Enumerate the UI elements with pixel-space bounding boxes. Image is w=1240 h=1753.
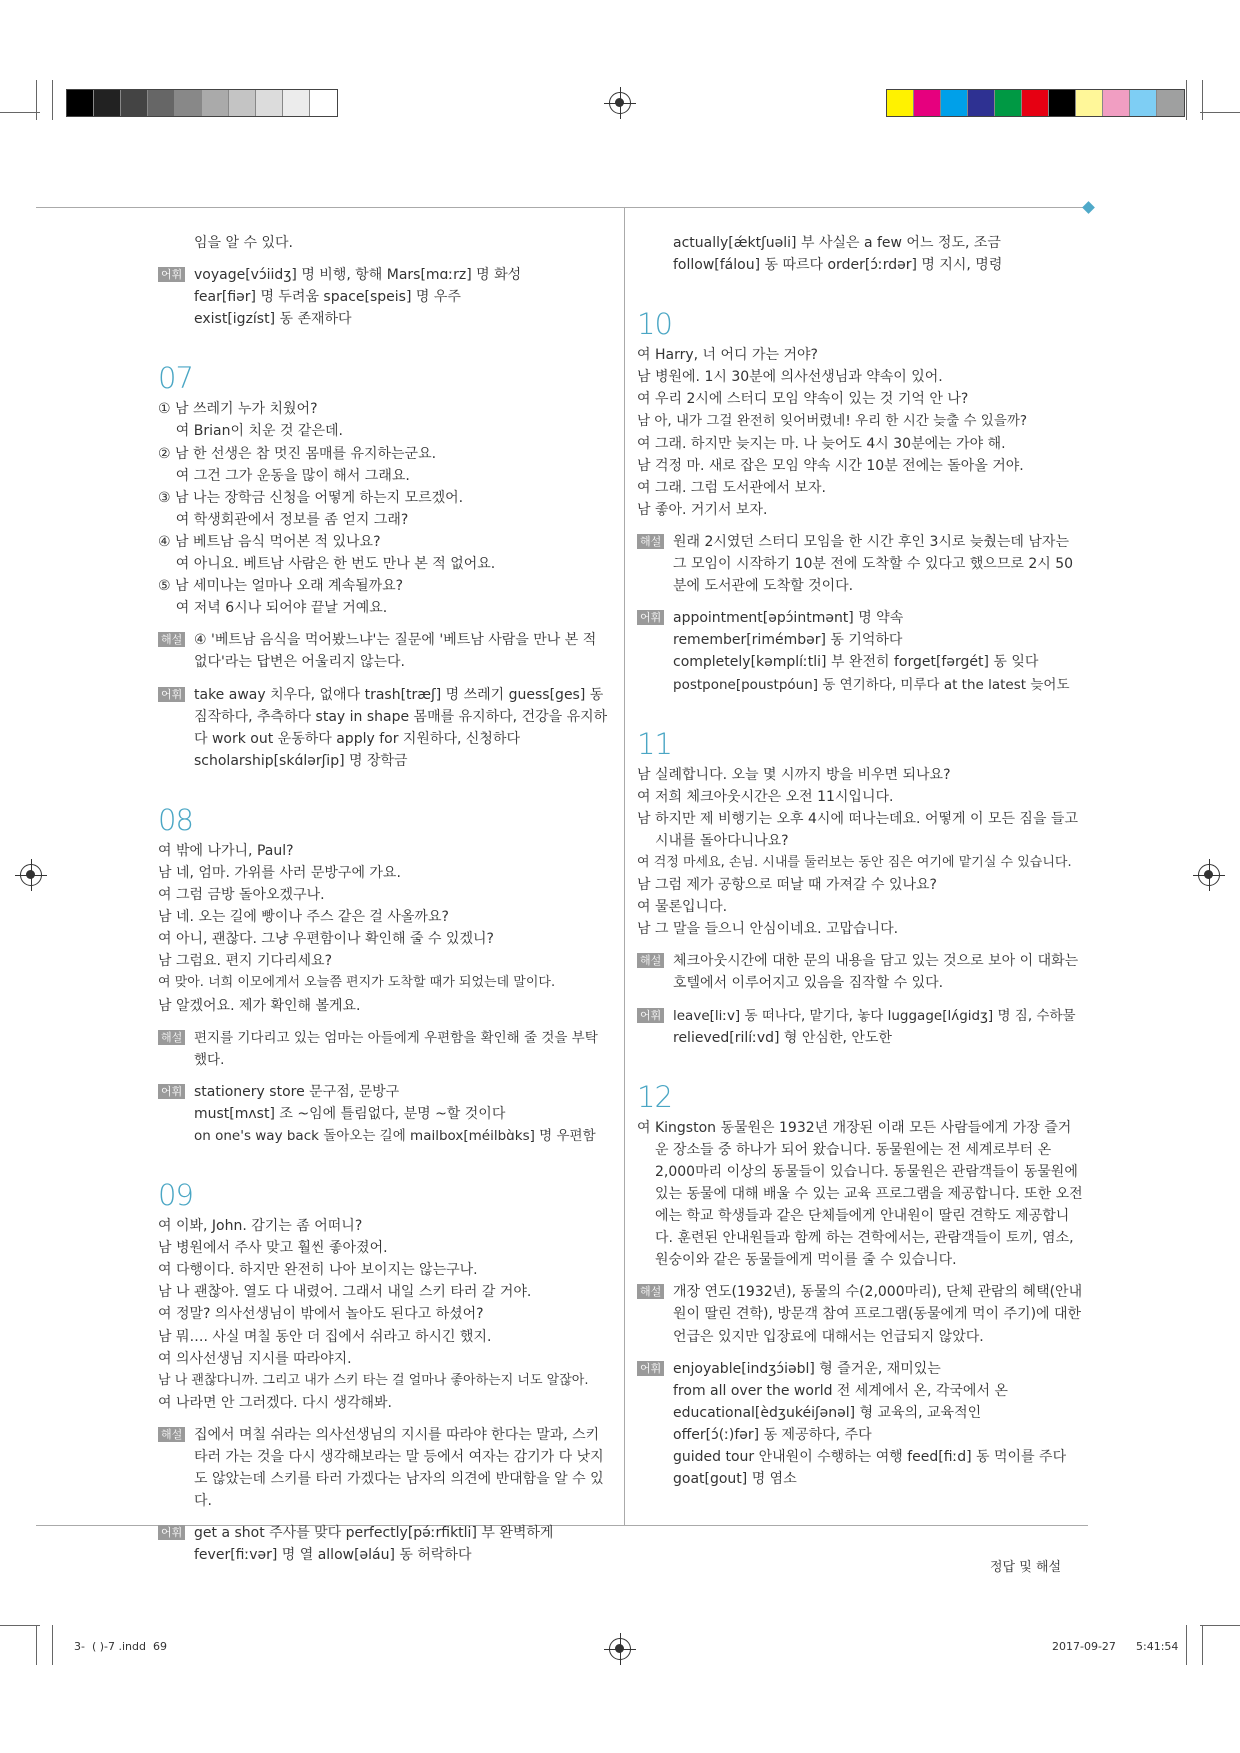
explanation-tag: 해설 [158, 632, 185, 647]
explanation-block [637, 950, 1083, 994]
vocab-line: voyage[vɔ́iidʒ] 명 비행, 항해 Mars[mɑːrz] 명 화성 [194, 267, 522, 284]
vocab-tag: 어휘 [637, 610, 664, 625]
dialogue-line: 여 Brian이 치운 것 같은데. [158, 423, 343, 440]
vocab-tag: 어휘 [158, 267, 185, 282]
explanation-tag: 해설 [637, 1284, 664, 1299]
dialogue-line: 남 병원에서 주사 맞고 훨씬 좋아졌어. [158, 1240, 388, 1257]
dialogue-line: 여 아니요. 베트남 사람은 한 번도 만나 본 적 없어요. [158, 556, 496, 573]
explanation-text: 편지를 기다리고 있는 엄마는 아들에게 우편함을 확인해 줄 것을 부탁했다. [194, 1029, 598, 1068]
crop-mark [52, 1625, 53, 1665]
registration-mark [609, 92, 631, 114]
vocab-block [158, 684, 610, 772]
explanation-tag: 해설 [637, 534, 664, 549]
explanation-tag: 해설 [637, 953, 664, 968]
explanation-tag: 해설 [158, 1030, 185, 1045]
dialogue-line: 남 좋아. 거기서 보자. [637, 501, 768, 518]
dialogue-line: 여 그래. 그럼 도서관에서 보자. [637, 479, 826, 496]
vocab-line: on one's way back 돌아오는 길에 mailbox[méilbɑ̀ks] 명 우편함 [194, 1128, 596, 1144]
dialogue-line: ⑤ 남 세미나는 얼마나 오래 계속될까요? [158, 578, 404, 595]
dialogue-line: 남 하지만 제 비행기는 오후 4시에 떠나는데요. 어떻게 이 모든 짐을 들고 시내를 돌아다니나요? [637, 810, 1078, 849]
crop-mark [1186, 1625, 1187, 1665]
crop-mark [1202, 1625, 1203, 1665]
dialogue-line: 남 알겠어요. 제가 확인해 볼게요. [158, 997, 361, 1014]
dialogue-line: 남 아, 내가 그걸 완전히 잊어버렸네! 우리 한 시간 늦출 수 있을까? [637, 413, 1028, 430]
dialogue-line: 남 그 말을 들으니 안심이네요. 고맙습니다. [637, 921, 899, 938]
vocab-line: postpone[poustpóun] 동 연기하다, 미루다 at the latest 늦어도 [673, 676, 1070, 693]
vocab-line: offer[ɔ́(ː)fər] 동 제공하다, 주다 [673, 1426, 872, 1443]
vocab-line: exist[igzíst] 동 존재하다 [194, 311, 352, 328]
vocab-line: stationery store 문구점, 문방구 [194, 1083, 400, 1100]
dialogue-line: 남 네. 오는 길에 빵이나 주스 같은 걸 사올까요? [158, 909, 449, 926]
vocab-block [637, 1005, 1083, 1049]
crop-mark [1186, 80, 1187, 120]
vocab-block [637, 607, 1083, 695]
color-swatches [886, 89, 1185, 117]
dialogue-line: 여 아니, 괜찮다. 그냥 우편함이나 확인해 줄 수 있겠니? [158, 931, 494, 948]
question-number: 08 [158, 802, 193, 837]
vocab-line: appointment[əpɔ́intmənt] 명 약속 [673, 610, 904, 627]
vocab-line: educational[èdʒukéiʃənəl] 형 교육의, 교육적인 [673, 1404, 982, 1421]
question-number: 07 [158, 361, 193, 396]
dialogue-line: 여 그건 그가 운동을 많이 해서 그래요. [158, 467, 410, 484]
crop-mark [1202, 80, 1203, 120]
explanation-text: ④ '베트남 음식을 먹어봤느냐'는 질문에 '베트남 사람을 만나 본 적 없다'라는 답변은 어울리지 않는다. [194, 632, 597, 671]
vocab-line: remember[rimémbər] 동 기억하다 [673, 632, 903, 649]
vocab-tag: 어휘 [158, 1525, 185, 1540]
vocab-block [158, 1522, 610, 1566]
column-divider [624, 207, 625, 1525]
dialogue-line: 여 밖에 나가니, Paul? [158, 842, 294, 859]
vocab-block [637, 1358, 1083, 1491]
vocab-line: completely[kəmplíːtli] 부 완전히 forget[fərgét] 동 잊다 [673, 654, 1039, 671]
dialogue [158, 398, 610, 619]
dialogue-line: 남 걱정 마. 새로 잡은 모임 약속 시간 10분 전에는 돌아올 거야. [637, 457, 1024, 474]
explanation-block [637, 1281, 1083, 1347]
dialogue-line: ④ 남 베트남 음식 먹어본 적 있나요? [158, 533, 381, 550]
dialogue-line: 여 그래. 하지만 늦지는 마. 나 늦어도 4시 30분에는 가야 해. [637, 435, 1006, 452]
crop-mark [1200, 1625, 1240, 1626]
continued-text: 임을 알 수 있다. [194, 235, 293, 251]
dialogue-line: ③ 남 나는 장학금 신청을 어떻게 하는지 모르겠어. [158, 489, 464, 506]
crop-mark [1200, 112, 1240, 113]
dialogue [637, 344, 1083, 521]
slug-date: 2017-09-27 [1052, 1640, 1116, 1653]
vocab-line: goat[gout] 명 염소 [673, 1471, 797, 1488]
dialogue [637, 764, 1083, 941]
dialogue-line: 여 Harry, 너 어디 가는 거야? [637, 347, 818, 364]
dialogue-line: 여 그럼 금방 돌아오겠구나. [158, 887, 325, 904]
question-number: 12 [637, 1079, 672, 1114]
monologue: 여 Kingston 동물원은 1932년 개장된 이래 모든 사람들에게 가장 즐거운 장소들 중 하나가 되어 왔습니다. 동물원에는 전 세계로부터 온 2,000마리 이상의 동물들이 있습니다. 동물원은 관람객들이 동물원에 있는 동물에 대해 배울 수 있는 교육 프로그램을 제공합니다. 또한 오전에는 학교 학생들과 같은 단체들에게 안내원이 딸린 견학도 제공합니다. 훈련된 안내원들과 함께 하는 견학에서는, 관람객들이 토끼, 염소, 원숭이와 같은 동물들에게 먹이를 줄 수 있습니다. [637, 1119, 1083, 1269]
dialogue-line: 남 그럼요. 편지 기다리세요? [158, 953, 332, 970]
vocab-tag: 어휘 [637, 1361, 664, 1376]
dialogue-line: 여 저희 체크아웃시간은 오전 11시입니다. [637, 788, 894, 805]
vocab-line: guided tour 안내원이 수행하는 여행 feed[fiːd] 동 먹이를 주다 [673, 1449, 1067, 1466]
dialogue-line: 남 네, 엄마. 가위를 사러 문방구에 가요. [158, 864, 401, 881]
question-number: 10 [637, 307, 672, 342]
registration-mark [20, 864, 42, 886]
header-diamond [1082, 201, 1095, 214]
dialogue-line: 여 학생회관에서 정보를 좀 얻지 그래? [158, 511, 409, 528]
dialogue-line: 여 정말? 의사선생님이 밖에서 놀아도 된다고 하셨어? [158, 1306, 484, 1323]
question-number: 09 [158, 1178, 193, 1213]
dialogue-line: 남 나 괜찮다니까. 그리고 내가 스키 타는 걸 얼마나 좋아하는지 너도 알잖아. [158, 1372, 589, 1388]
dialogue-line: 여 물론입니다. [637, 899, 728, 916]
vocab-line: follow[fálou] 동 따르다 order[ɔ́ːrdər] 명 지시, 명령 [673, 257, 1003, 274]
dialogue-line: 여 나라면 안 그러겠다. 다시 생각해봐. [158, 1394, 393, 1411]
slug-time: 5:41:54 [1136, 1640, 1179, 1653]
vocab-line: enjoyable[indʒɔ́iəbl] 형 즐거운, 재미있는 [673, 1360, 941, 1377]
explanation-text: 체크아웃시간에 대한 문의 내용을 담고 있는 것으로 보아 이 대화는 호텔에서 이루어지고 있음을 짐작할 수 있다. [673, 953, 1079, 992]
vocab-line: leave[liːv] 동 떠나다, 맡기다, 놓다 luggage[lʌ́gidʒ] 명 짐, 수하물 [673, 1007, 1076, 1024]
registration-mark [609, 1638, 631, 1660]
header-rule [36, 207, 1086, 208]
crop-mark [0, 112, 40, 113]
dialogue-line: 남 뭐…. 사실 며칠 동안 더 집에서 쉬라고 하시긴 했지. [158, 1328, 492, 1345]
dialogue-line: 여 걱정 마세요, 손님. 시내를 둘러보는 동안 짐은 여기에 맡기실 수 있습니다. [637, 854, 1072, 870]
crop-mark [36, 80, 37, 120]
registration-mark [1198, 864, 1220, 886]
dialogue-line: 여 우리 2시에 스터디 모임 약속이 있는 것 기억 안 나? [637, 391, 969, 408]
vocab-line: from all over the world 전 세계에서 온, 각국에서 온 [673, 1382, 1008, 1399]
crop-mark [0, 1625, 40, 1626]
left-column [158, 232, 610, 1567]
vocab-line: must[mʌst] 조 ~임에 틀림없다, 분명 ~할 것이다 [194, 1105, 506, 1122]
vocab-line: fever[fiːvər] 명 열 allow[əláu] 동 허락하다 [194, 1547, 472, 1564]
dialogue-line: 남 병원에. 1시 30분에 의사선생님과 약속이 있어. [637, 369, 943, 386]
explanation-text: 집에서 며칠 쉬라는 의사선생님의 지시를 따라야 한다는 말과, 스키 타러 가는 것을 다시 생각해보라는 말 등에서 여자는 감기가 다 낫지도 않았는데 스키를 타러 가겠다는 남자의 의견에 반대함을 알 수 있다. [194, 1426, 604, 1510]
explanation-block [158, 1424, 610, 1512]
dialogue-line: 여 맞아. 너희 이모에게서 오늘쯤 편지가 도착할 때가 되었는데 말이다. [158, 975, 556, 991]
explanation-text: 개장 연도(1932년), 동물의 수(2,000마리), 단체 관람의 혜택(안내원이 딸린 견학), 방문객 참여 프로그램(동물에게 먹이 주기)에 대한 언급은 있지만 입장료에 대해서는 언급되지 않았다. [673, 1284, 1083, 1345]
explanation-tag: 해설 [158, 1427, 185, 1442]
slug-file: 3- ( )-7 .indd 69 [74, 1640, 167, 1653]
vocab-line: actually[ǽktʃuəli] 부 사실은 a few 어느 정도, 조금 [673, 235, 1001, 251]
vocab-line: relieved[rilíːvd] 형 안심한, 안도한 [673, 1029, 892, 1046]
dialogue-line: 여 이봐, John. 감기는 좀 어떠니? [158, 1218, 363, 1235]
dialogue [158, 840, 610, 1017]
explanation-block [158, 1027, 610, 1071]
dialogue-line: ② 남 한 선생은 참 멋진 몸매를 유지하는군요. [158, 445, 437, 462]
vocab-line: fear[fiər] 명 두려움 space[speis] 명 우주 [194, 289, 461, 306]
dialogue-line: 여 저녁 6시나 되어야 끝날 거예요. [158, 600, 388, 617]
crop-mark [36, 1625, 37, 1665]
grayscale-swatches [66, 89, 338, 117]
vocab-block [158, 264, 610, 330]
vocab-tag: 어휘 [158, 1084, 185, 1099]
dialogue-line: ① 남 쓰레기 누가 치웠어? [158, 401, 318, 418]
dialogue [158, 1215, 610, 1414]
vocab-tag: 어휘 [158, 687, 185, 702]
right-column [637, 232, 1083, 1490]
crop-mark [52, 80, 53, 120]
explanation-text: 원래 2시였던 스터디 모임을 한 시간 후인 3시로 늦췄는데 남자는 그 모임이 시작하기 10분 전에 도착할 수 있다고 했으므로 2시 50분에 도서관에 도착할 것이다. [673, 533, 1074, 595]
dialogue-line: 남 그럼 제가 공항으로 떠날 때 가져갈 수 있나요? [637, 877, 937, 894]
vocab-block [158, 1081, 610, 1147]
vocab-line: get a shot 주사를 맞다 perfectly[pə́ːrfiktli] 부 완벽하게 [194, 1525, 554, 1542]
vocab-tag: 어휘 [637, 1008, 664, 1023]
dialogue-line: 여 의사선생님 지시를 따라야지. [158, 1350, 352, 1367]
explanation-block [637, 531, 1083, 597]
vocab-text: take away 치우다, 없애다 trash[træʃ] 명 쓰레기 guess[ges] 동 짐작하다, 추측하다 stay in shape 몸매를 유지하다, 건강을 유지하다 work out 운동하다 apply for 지원하다, 신청하다 scholarship[skɑ́lərʃip] 명 장학금 [194, 686, 608, 769]
explanation-block [158, 629, 610, 673]
question-number: 11 [637, 726, 672, 761]
dialogue-line: 남 나 괜찮아. 열도 다 내렸어. 그래서 내일 스키 타러 갈 거야. [158, 1284, 532, 1301]
dialogue-line: 남 실례합니다. 오늘 몇 시까지 방을 비우면 되나요? [637, 766, 951, 783]
page-footer: 정답 및 해설 [990, 1560, 1062, 1575]
dialogue-line: 여 다행이다. 하지만 완전히 나아 보이지는 않는구나. [158, 1262, 478, 1279]
